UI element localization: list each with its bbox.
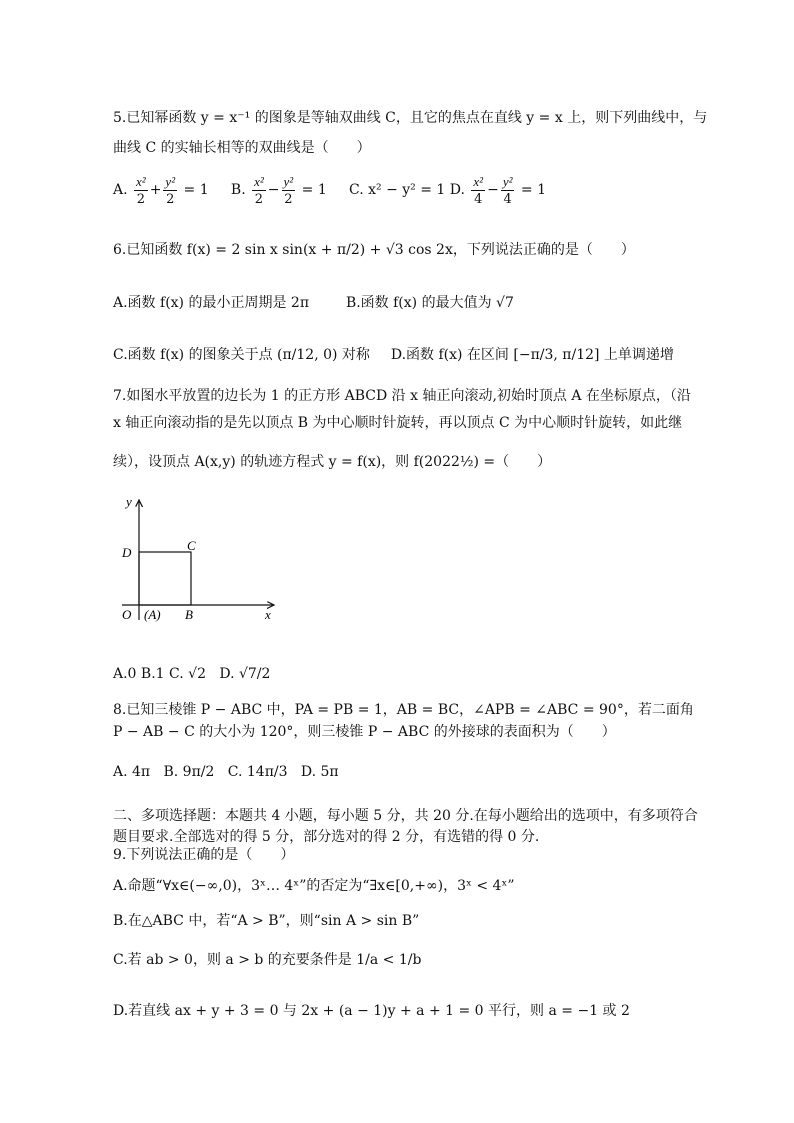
q8-stem-line2: P − AB − C 的大小为 120°，则三棱锥 P − ABC 的外接球的表面积为（ ） <box>113 724 616 740</box>
q9-option-b: B.在△ABC 中，若“A > B”，则“sin A > sin B” <box>113 913 420 929</box>
q6-option-row2 <box>113 345 674 365</box>
q7-stem-line2: x 轴正向滚动指的是先以顶点 B 为中心顺时针旋转，再以顶点 C 为中心顺时针旋转，如此继 <box>113 415 683 431</box>
q5-stem-line1: 5.已知幂函数 y = x⁻¹ 的图象是等轴双曲线 C，且它的焦点在直线 y = x 上，则下列曲线中，与 <box>113 110 708 126</box>
label-a: (A) <box>144 607 161 622</box>
label-y: y <box>126 494 132 509</box>
q5-option-b: B. $\frac{\text{x²}}{2}$ − $\frac{\text{y²}}{2}$ = 1 <box>230 173 332 207</box>
q5-option-a: A. $\frac{\text{x²}}{2}$ + $\frac{\text{y²}}{2}$ = 1 <box>113 173 214 207</box>
q9-option-a: A.命题“∀x∈(−∞,0)，3ˣ… 4ˣ”的否定为“∃x∈[0,+∞)，3ˣ < 4ˣ” <box>113 878 515 894</box>
q8-option-c: C. 14π/3 <box>227 764 288 780</box>
section2-line1: 二、多项选择题：本题共 4 小题，每小题 5 分，共 20 分.在每小题给出的选项中，有多项符合 <box>113 808 698 824</box>
q8-option-b: B. 9π/2 <box>163 764 215 780</box>
q7-figure <box>112 490 288 625</box>
q6-option-d: D.函数 f(x) 在区间 [−π/3, π/12] 上单调递增 <box>390 347 674 363</box>
q8-stem-line1: 8.已知三棱锥 P − ABC 中，PA = PB = 1，AB = BC，∠APB = ∠ABC = 90°，若二面角 <box>113 702 694 718</box>
label-b: B <box>185 607 193 622</box>
q6-option-a: A.函数 f(x) 的最小正周期是 2π <box>113 295 310 311</box>
q7-option-a: A.0 <box>113 666 137 682</box>
label-o: O <box>122 607 132 622</box>
q7-options <box>113 656 270 692</box>
label-c: C <box>187 538 196 553</box>
square-abcd <box>139 552 191 605</box>
q7-option-b: B.1 <box>140 666 165 682</box>
q7-option-c: C. √2 <box>169 666 206 682</box>
q6-option-c: C.函数 f(x) 的图象关于点 (π/12, 0) 对称 <box>113 347 370 363</box>
q9-option-c: C.若 ab > 0，则 a > b 的充要条件是 1/a < 1/b <box>113 952 422 968</box>
q7-stem-line1: 7.如图水平放置的边长为 1 的正方形 ABCD 沿 x 轴正向滚动,初始时顶点 A 在坐标原点，（沿 <box>113 388 691 404</box>
q8-options <box>113 762 339 782</box>
q8-option-d: D. 5π <box>300 764 339 780</box>
q8-option-a: A. 4π <box>113 764 151 780</box>
label-x: x <box>265 607 271 622</box>
q7-stem-line3: 续），设顶点 A(x,y) 的轨迹方程式 y = f(x)，则 f(2022½) =（ ） <box>113 454 552 470</box>
q9-stem: 9.下列说法正确的是（ ） <box>113 847 295 863</box>
q5-options <box>113 172 546 208</box>
label-d: D <box>122 545 132 560</box>
q5-stem-line2: 曲线 C 的实轴长相等的双曲线是（ ） <box>113 140 371 156</box>
q9-option-d: D.若直线 ax + y + 3 = 0 与 2x + (a − 1)y + a + 1 = 0 平行，则 a = −1 或 2 <box>113 1003 630 1019</box>
q6-stem: 6.已知函数 f(x) = 2 sin x sin(x + π/2) + √3 cos 2x，下列说法正确的是（ ） <box>113 242 635 258</box>
q6-option-row1 <box>113 293 514 313</box>
q7-option-d: D. √7/2 <box>219 666 271 682</box>
q5-option-c: C. x² − y² = 1 <box>349 182 446 198</box>
q6-option-b: B.函数 f(x) 的最大值为 √7 <box>345 295 514 311</box>
q5-option-d: D. $\frac{\text{x²}}{4}$ − $\frac{\text{y²}}{4}$ = 1 <box>449 173 547 207</box>
section2-line2: 题目要求.全部选对的得 5 分，部分选对的得 2 分，有选错的得 0 分. <box>113 829 540 845</box>
